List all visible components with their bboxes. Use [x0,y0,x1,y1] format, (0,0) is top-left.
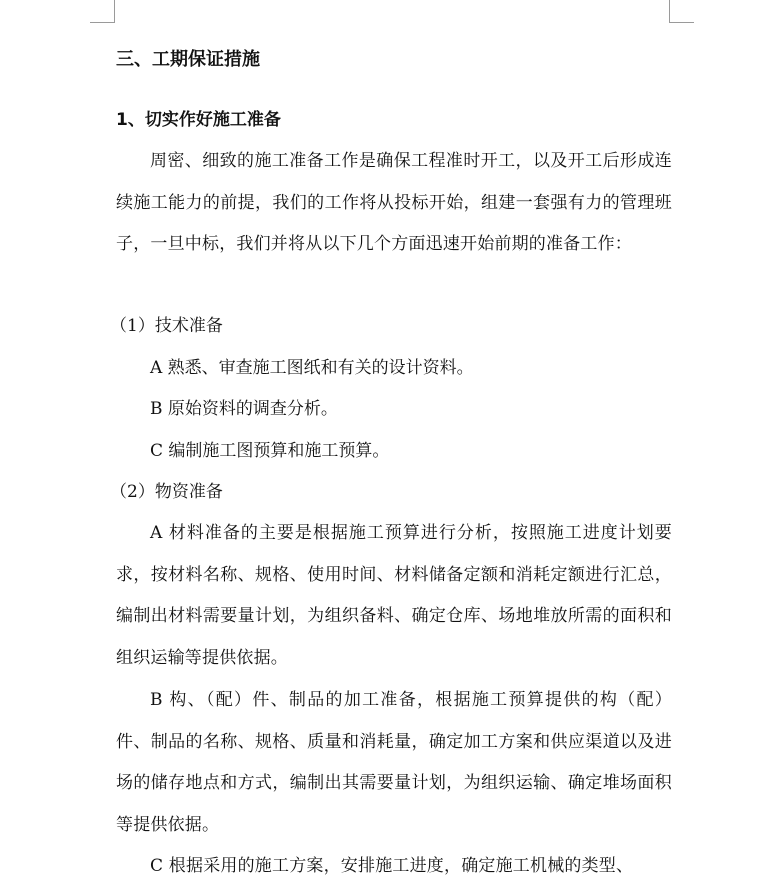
page-corner-mark-top-left [90,0,115,23]
material-prep-heading: （2）物资准备 [110,482,223,502]
page-corner-mark-top-right [669,0,694,23]
material-item-b: B 构、（配）件、制品的加工准备，根据施工预算提供的构（配）件、制品的名称、规格、质量和消耗量，确定加工方案和供应渠道以及进场的储存地点和方式，编制出其需要量计划，为组织运输、确定堆场面积等提供依据。 [116,690,672,835]
technical-item-c: C 编制施工图预算和施工预算。 [150,441,390,461]
material-item-a: A 材料准备的主要是根据施工预算进行分析，按照施工进度计划要求，按材料名称、规格、使用时间、材料储备定额和消耗定额进行汇总，编制出材料需要量计划，为组织备料、确定仓库、场地堆放所需的面积和组织运输等提供依据。 [116,523,672,668]
subsection-title: 1、切实作好施工准备 [116,110,281,130]
technical-item-b: B 原始资料的调查分析。 [150,399,338,419]
technical-prep-heading: （1）技术准备 [110,316,223,336]
section-title: 三、工期保证措施 [116,49,260,70]
intro-paragraph: 周密、细致的施工准备工作是确保工程准时开工，以及开工后形成连续施工能力的前提，我们的工作将从投标开始，组建一套强有力的管理班子，一旦中标，我们并将从以下几个方面迅速开始前期的准备工作： [116,151,672,255]
material-item-c: C 根据采用的施工方案，安排施工进度，确定施工机械的类型、 [150,856,634,876]
technical-item-a: A 熟悉、审查施工图纸和有关的设计资料。 [150,358,474,378]
